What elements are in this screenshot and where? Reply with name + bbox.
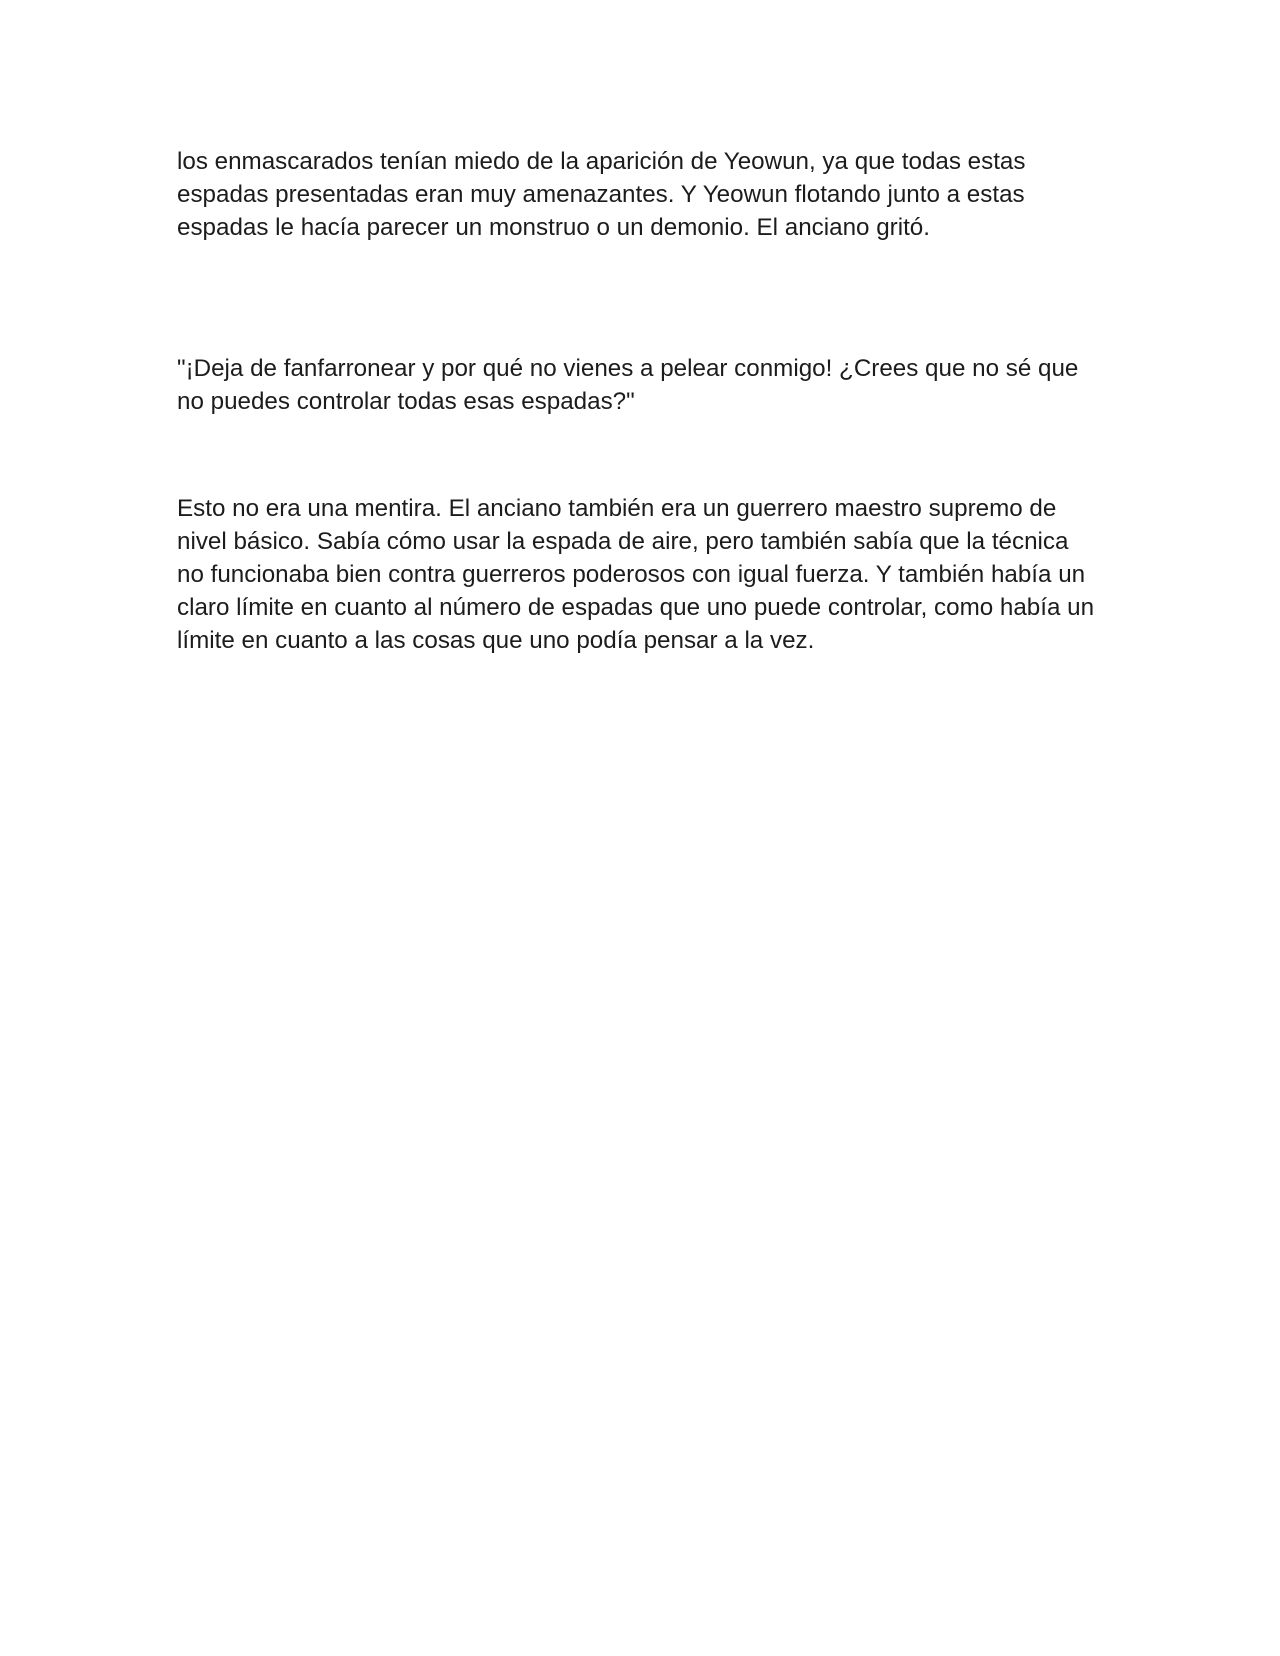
document-body [177,145,1102,657]
paragraph-1: los enmascarados tenían miedo de la aparición de Yeowun, ya que todas estas espadas presentadas eran muy amenazantes. Y Yeowun flotando junto a estas espadas le hacía parecer un monstruo o un demonio. El anciano gritó. [177,148,1026,241]
paragraph-3: Esto no era una mentira. El anciano también era un guerrero maestro supremo de nivel básico. Sabía cómo usar la espada de aire, pero también sabía que la técnica no funcionaba bien contra guerreros poderosos con igual fuerza. Y también había un claro límite en cuanto al número de espadas que uno puede controlar, como había un límite en cuanto a las cosas que uno podía pensar a la vez. [177,495,1095,654]
paragraph-2: "¡Deja de fanfarronear y por qué no vienes a pelear conmigo! ¿Crees que no sé que no puedes controlar todas esas espadas?" [177,355,1079,415]
